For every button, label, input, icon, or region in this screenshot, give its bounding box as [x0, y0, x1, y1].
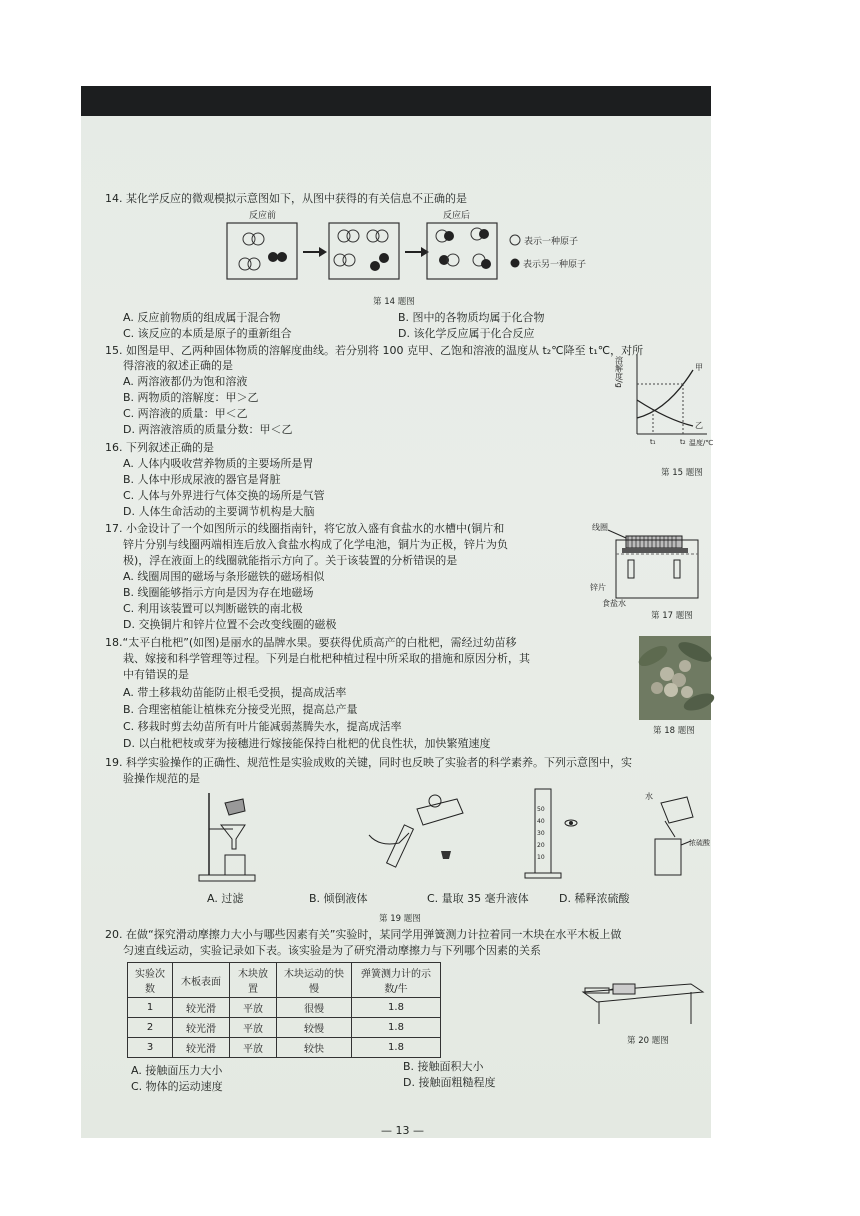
q16-option-c: C. 人体与外界进行气体交换的场所是气管 [123, 489, 325, 502]
q15-option-b: B. 两物质的溶解度：甲＞乙 [123, 391, 259, 404]
q14-diagram [225, 208, 587, 286]
q19-apparatus [199, 789, 709, 885]
q17-label-coil: 线圈 [592, 523, 608, 532]
q19-option-c: C. 量取 35 毫升液体 [427, 892, 529, 905]
q17-option-b: B. 线圈能够指示方向是因为存在地磁场 [123, 586, 314, 599]
q18-option-d: D. 以白枇杷枝或芽为接穗进行嫁接能保持白枇杷的优良性状，加快繁殖速度 [123, 737, 491, 750]
header-cell: 木块放置 [230, 963, 277, 998]
q15-stem-line2: 得溶液的叙述正确的是 [123, 359, 233, 372]
q15-tick-t1: t₁ [650, 438, 656, 446]
q20-option-d: D. 接触面粗糙程度 [403, 1076, 496, 1089]
q15-curve-a [637, 370, 693, 418]
q17-label-salt: 食盐水 [602, 599, 626, 608]
q18-stem-line1: 18.“太平白枇杷”(如图)是丽水的晶牌水果。要获得优质高产的白枇杷，需经过幼苗移 [105, 636, 517, 649]
q15-caption: 第 15 题图 [661, 468, 703, 478]
svg-text:20: 20 [537, 842, 545, 849]
q16-option-b: B. 人体中形成尿液的器官是肾脏 [123, 473, 281, 486]
q19-graduated-cylinder [525, 789, 577, 878]
table-row: 2 较光滑 平放 较慢 1.8 [128, 1018, 441, 1038]
q19-pour-liquid [369, 795, 463, 867]
q15-option-d: D. 两溶液溶质的质量分数：甲＜乙 [123, 423, 293, 436]
page-number: — 13 — [381, 1124, 424, 1137]
q18-stem-line3: 中有错误的是 [123, 668, 189, 681]
q17-stem-line3: 极)，浮在液面上的线圈就能指示方向了。关于该装置的分析错误的是 [123, 554, 458, 567]
q14-before-label: 反应前 [249, 211, 277, 221]
q20-option-a: A. 接触面压力大小 [131, 1064, 223, 1077]
q14-option-b: B. 图中的各物质均属于化合物 [398, 311, 545, 324]
q20-option-b: B. 接触面积大小 [403, 1060, 484, 1073]
q18-caption: 第 18 题图 [653, 726, 695, 736]
q20-caption: 第 20 题图 [627, 1036, 669, 1046]
q20-friction-setup [579, 962, 711, 1028]
q15-ylabel: 溶解度/g [614, 356, 624, 388]
q20-record-table [127, 962, 441, 1058]
q20-stem-line2: 匀速直线运动，实验记录如下表。该实验是为了研究滑动摩擦力与下列哪个因素的关系 [123, 944, 541, 957]
q15-stem-line1: 15. 如图是甲、乙两种固体物质的溶解度曲线。若分别将 100 克甲、乙饱和溶液的温度从 t₂℃降至 t₁℃，对所 [105, 344, 644, 357]
q14-legend-filled: 表示另一种原子 [523, 260, 587, 270]
q15-series-b: 乙 [695, 421, 703, 430]
header-cell: 弹簧测力计的示数/牛 [352, 963, 441, 998]
q17-option-a: A. 线圈周围的磁场与条形磁铁的磁场相似 [123, 570, 325, 583]
scanned-page [81, 86, 714, 1138]
header-cell: 木板表面 [173, 963, 230, 998]
q14-option-d: D. 该化学反应属于化合反应 [398, 327, 535, 340]
q14-caption: 第 14 题图 [373, 297, 415, 307]
q18-loquat-photo [639, 636, 711, 720]
q15-xlabel: 温度/℃ [689, 439, 714, 447]
q17-option-c: C. 利用该装置可以判断磁铁的南北极 [123, 602, 303, 615]
svg-text:水: 水 [645, 792, 653, 801]
q14-stem: 14. 某化学反应的微观模拟示意图如下，从图中获得的有关信息不正确的是 [105, 192, 467, 205]
q20-stem-line1: 20. 在做“探究滑动摩擦力大小与哪些因素有关”实验时，某同学用弹簧测力计拉着同一木块在水平木板上做 [105, 928, 622, 941]
table-row: 3 较光滑 平放 较快 1.8 [128, 1038, 441, 1058]
dark-border [81, 86, 711, 116]
q18-option-a: A. 带土移栽幼苗能防止根毛受损，提高成活率 [123, 686, 347, 699]
q19-dilute-acid [645, 791, 711, 875]
header-cell: 木块运动的快慢 [277, 963, 352, 998]
q17-stem-line1: 17. 小金设计了一个如图所示的线圈指南针，将它放入盛有食盐水的水槽中(铜片和 [105, 522, 505, 535]
header-cell: 实验次数 [128, 963, 173, 998]
svg-text:50: 50 [537, 806, 545, 813]
q19-option-b: B. 倾倒液体 [309, 892, 368, 905]
q14-option-a: A. 反应前物质的组成属于混合物 [123, 311, 281, 324]
q17-label-zinc: 锌片 [590, 583, 606, 592]
q17-caption: 第 17 题图 [651, 611, 693, 621]
q19-option-a: A. 过滤 [207, 892, 244, 905]
q17-option-d: D. 交换铜片和锌片位置不会改变线圈的磁极 [123, 618, 337, 631]
q18-stem-line2: 栽、嫁接和科学管理等过程。下列是白枇杷种植过程中所采取的措施和原因分析，其 [123, 652, 530, 665]
q18-option-c: C. 移栽时剪去幼苗所有叶片能减弱蒸腾失水，提高成活率 [123, 720, 402, 733]
svg-text:10: 10 [537, 854, 545, 861]
q14-after-label: 反应后 [443, 211, 471, 221]
q19-stem-line1: 19. 科学实验操作的正确性、规范性是实验成败的关键，同时也反映了实验者的科学素养。下列示意图中，实 [105, 756, 632, 769]
q19-caption: 第 19 题图 [379, 914, 421, 924]
q15-series-a: 甲 [695, 363, 703, 372]
q17-coil-compass [586, 518, 711, 610]
svg-text:30: 30 [537, 830, 545, 837]
table-row: 1 较光滑 平放 很慢 1.8 [128, 998, 441, 1018]
q19-filter-setup [199, 793, 255, 881]
q18-option-b: B. 合理密植能让植株充分接受光照，提高总产量 [123, 703, 358, 716]
q14-option-c: C. 该反应的本质是原子的重新组合 [123, 327, 292, 340]
svg-text:浓硫酸: 浓硫酸 [689, 839, 710, 847]
q19-option-d: D. 稀释浓硫酸 [559, 892, 630, 905]
q15-option-a: A. 两溶液都仍为饱和溶液 [123, 375, 248, 388]
q16-option-d: D. 人体生命活动的主要调节机构是大脑 [123, 505, 315, 518]
q20-option-c: C. 物体的运动速度 [131, 1080, 223, 1093]
q15-solubility-graph [613, 348, 714, 458]
svg-text:40: 40 [537, 818, 545, 825]
q14-legend-hollow: 表示一种原子 [524, 237, 579, 247]
q19-stem-line2: 验操作规范的是 [123, 772, 200, 785]
table-row [128, 963, 441, 998]
q17-stem-line2: 锌片分别与线圈两端相连后放入食盐水构成了化学电池，铜片为正极，锌片为负 [123, 538, 508, 551]
q15-tick-t2: t₂ [680, 438, 686, 446]
q16-stem: 16. 下列叙述正确的是 [105, 441, 214, 454]
q16-option-a: A. 人体内吸收营养物质的主要场所是胃 [123, 457, 314, 470]
q15-option-c: C. 两溶液的质量：甲＜乙 [123, 407, 248, 420]
